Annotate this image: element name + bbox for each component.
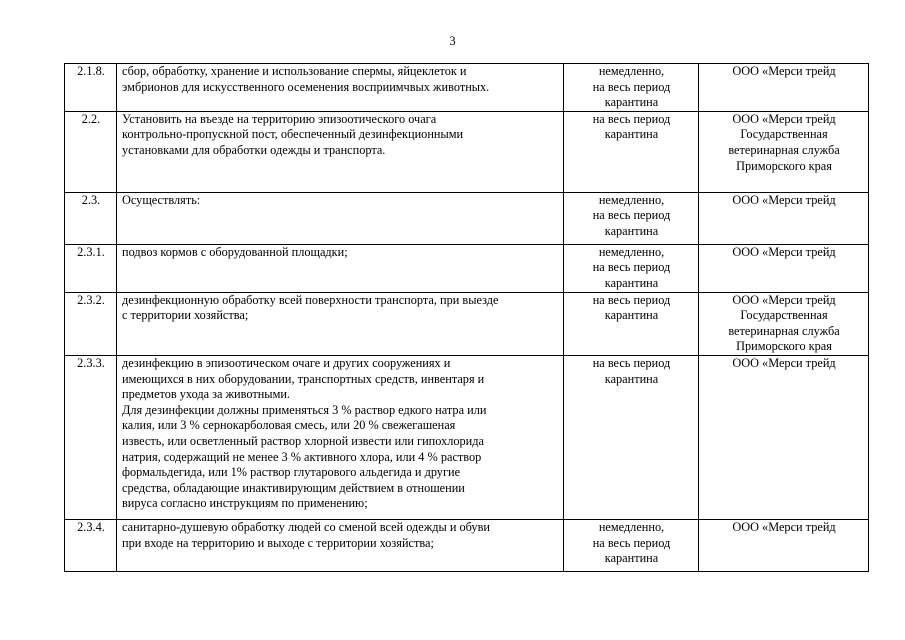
page-number: 3 — [449, 34, 456, 48]
measures-table — [64, 63, 869, 572]
table-row — [65, 192, 869, 244]
item-number: 2.3.4. — [65, 519, 117, 571]
item-number: 2.3.1. — [65, 244, 117, 292]
responsible-line: ООО «Мерси трейд — [732, 192, 836, 207]
text-line: средства, обладающие инактивирующим действием в отношении — [122, 480, 465, 495]
deadline-line: на весь период — [592, 111, 671, 126]
deadline-line: немедленно, — [598, 519, 665, 534]
text-line: Осуществлять: — [122, 192, 201, 207]
deadline-line: немедленно, — [598, 64, 665, 78]
deadline-line: немедленно, — [598, 244, 665, 259]
responsible-line: ООО «Мерси трейд — [732, 355, 836, 370]
measure-text — [117, 292, 564, 355]
deadline-line: карантина — [604, 308, 659, 323]
deadline-cell — [564, 244, 699, 292]
text-line: натрия, содержащий не менее 3 % активного хлора, или 4 % раствор — [122, 449, 482, 464]
measure-text — [117, 192, 564, 244]
text-line: имеющихся в них оборудовании, транспортных средств, инвентаря и — [122, 371, 485, 386]
text-line: Установить на въезде на территорию эпизоотического очага — [122, 111, 437, 126]
responsible-cell — [699, 519, 869, 571]
responsible-line: ООО «Мерси трейд — [732, 292, 836, 307]
text-line: вируса согласно инструкциям по применению; — [122, 496, 368, 511]
deadline-line: на весь период — [592, 292, 671, 307]
responsible-cell — [699, 64, 869, 112]
responsible-line: Приморского края — [736, 158, 832, 173]
table-row — [65, 64, 869, 112]
responsible-cell — [699, 244, 869, 292]
deadline-line: на весь период — [592, 79, 671, 94]
responsible-cell — [699, 192, 869, 244]
table-row — [65, 519, 869, 571]
deadline-line: карантина — [604, 95, 659, 110]
text-line: калия, или 3 % сернокарболовая смесь, или 20 % свежегашеная — [122, 418, 456, 433]
responsible-line: ООО «Мерси трейд — [732, 111, 836, 126]
responsible-line: ветеринарная служба — [728, 323, 840, 338]
text-line: предметов ухода за животными. — [122, 387, 291, 402]
item-number: 2.3. — [65, 192, 117, 244]
measure-text — [117, 111, 564, 192]
responsible-cell — [699, 111, 869, 192]
text-line: санитарно-душевую обработку людей со сменой всей одежды и обуви — [122, 519, 490, 534]
deadline-cell — [564, 292, 699, 355]
deadline-cell — [564, 192, 699, 244]
measure-text — [117, 64, 564, 112]
text-line: эмбрионов для искусственного осеменения восприимчвых животных. — [122, 79, 490, 94]
text-line: с территории хозяйства; — [122, 308, 249, 323]
text-line: формальдегида, или 1% раствор глутарового альдегида и другие — [122, 465, 461, 480]
responsible-line: ООО «Мерси трейд — [732, 64, 836, 78]
text-line: подвоз кормов с оборудованной площадки; — [122, 244, 348, 259]
deadline-line: на весь период — [592, 260, 671, 275]
deadline-line: карантина — [604, 127, 659, 142]
responsible-line: Государственная — [740, 127, 828, 142]
deadline-cell — [564, 519, 699, 571]
responsible-cell — [699, 355, 869, 519]
deadline-line: немедленно, — [598, 192, 665, 207]
responsible-line: ветеринарная служба — [728, 142, 840, 157]
text-line: известь, или осветленный раствор хлорной извести или гипохлорида — [122, 433, 484, 448]
deadline-line: карантина — [604, 275, 659, 290]
measure-text — [117, 244, 564, 292]
table-row — [65, 111, 869, 192]
deadline-line: карантина — [604, 371, 659, 386]
text-line: при входе на территорию и выходе с территории хозяйства; — [122, 535, 434, 550]
deadline-line: карантина — [604, 551, 659, 566]
deadline-line: на весь период — [592, 535, 671, 550]
deadline-cell — [564, 64, 699, 112]
text-line: сбор, обработку, хранение и использование спермы, яйцеклеток и — [122, 64, 467, 78]
deadline-cell — [564, 111, 699, 192]
text-line: установками для обработки одежды и транспорта. — [122, 142, 386, 157]
deadline-line: на весь период — [592, 208, 671, 223]
deadline-line: на весь период — [592, 355, 671, 370]
table-row — [65, 292, 869, 355]
text-line: Для дезинфекции должны применяться 3 % раствор едкого натра или — [122, 402, 487, 417]
measure-text — [117, 355, 564, 519]
deadline-cell — [564, 355, 699, 519]
measure-text — [117, 519, 564, 571]
responsible-cell — [699, 292, 869, 355]
deadline-line: карантина — [604, 223, 659, 238]
item-number: 2.2. — [65, 111, 117, 192]
item-number: 2.3.3. — [65, 355, 117, 519]
text-line: дезинфекцию в эпизоотическом очаге и других сооружениях и — [122, 355, 451, 370]
item-number: 2.1.8. — [65, 64, 117, 112]
responsible-line: ООО «Мерси трейд — [732, 519, 836, 534]
text-line: дезинфекционную обработку всей поверхности транспорта, при выезде — [122, 292, 499, 307]
responsible-line: Государственная — [740, 308, 828, 323]
responsible-line: ООО «Мерси трейд — [732, 244, 836, 259]
text-line: контрольно-пропускной пост, обеспеченный дезинфекционными — [122, 127, 464, 142]
table-row — [65, 355, 869, 519]
table-row — [65, 244, 869, 292]
responsible-line: Приморского края — [736, 339, 832, 354]
item-number: 2.3.2. — [65, 292, 117, 355]
